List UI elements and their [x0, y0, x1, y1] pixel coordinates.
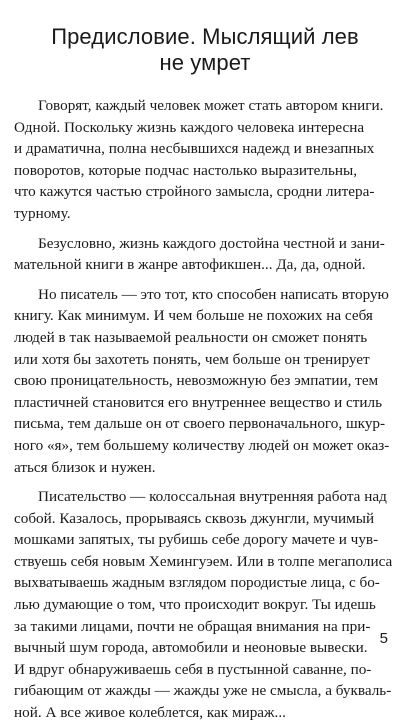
text-line: Но писатель — это тот, кто способен написать вторую [38, 285, 389, 303]
paragraph-gap [14, 478, 357, 486]
text-line: поворотов, которые подчас настолько выразительны, [14, 161, 357, 179]
body-text [14, 95, 393, 724]
text-line: Писательство — колоссальная внутренняя работа над [38, 488, 387, 506]
text-line: ной. А все живое колеблется, как мираж... [14, 704, 286, 722]
text-line: лью думающие о том, что происходит вокруг. Ты идешь [14, 596, 376, 614]
text-line: собой. Казалось, прорываясь сквозь джунгли, мучимый [14, 509, 375, 527]
text-line: книгу. Как минимум. И чем больше не похожих на себя [14, 307, 373, 325]
paragraph [14, 95, 384, 225]
paragraph [14, 284, 390, 478]
page-number: 5 [379, 630, 388, 647]
text-line: за такими лицами, почти не обращая внимания на при- [14, 617, 371, 635]
text-line: выхватываешь жадным взглядом породистые лица, с бо- [14, 574, 380, 592]
text-line: письма, тем дальше он от своего первоначального, шкур- [14, 415, 386, 433]
text-line: что кажутся частью стройного замысла, сродни литера- [14, 183, 375, 201]
text-line: аться близок и нужен. [14, 458, 156, 476]
text-line: И вдруг обнаруживаешь себя в пустынной саванне, по- [14, 660, 372, 678]
text-line: ного «я», тем большему количеству людей он может оказ- [14, 436, 390, 454]
text-line: вычный шум города, автомобили и неоновые вывески. [14, 639, 368, 657]
paragraph [14, 486, 393, 724]
chapter-heading-line-2: не умрет [159, 50, 251, 75]
text-line: свою проницательность, невозможную без эмпатии, тем [14, 372, 379, 390]
text-line: или хотя бы захотеть понять, чем больше он тренирует [14, 350, 370, 368]
text-line: пластичней становится его внутреннее вещество и стиль [14, 393, 383, 411]
paragraph-gap [14, 225, 357, 233]
paragraph-gap [14, 276, 357, 284]
chapter-heading [0, 24, 410, 76]
text-line: мательной книги в жанре автофикшен... Да, да, одной. [14, 256, 366, 274]
text-line: Говорят, каждый человек может стать автором книги. [38, 97, 384, 114]
paragraph [14, 233, 385, 276]
text-line: людей в так называемой реальности он сможет понять [14, 328, 368, 346]
text-line: турному. [14, 204, 71, 222]
text-line: и драматична, полна несбывшихся надежд и внезапных [14, 140, 375, 158]
text-line: гибающим от жажды — жажды уже не смысла, а букваль- [14, 682, 392, 700]
text-line: ствуешь себя новым Хемингуэем. Или в толпе мегаполиса [14, 552, 393, 570]
chapter-heading-line-1: Предисловие. Мыслящий лев [51, 24, 359, 49]
text-line: мошками запятых, ты рубишь себе дорогу мачете и чув- [14, 531, 379, 549]
text-line: Безусловно, жизнь каждого достойна честной и зани- [38, 234, 385, 252]
text-line: Одной. Поскольку жизнь каждого человека интересна [14, 118, 365, 136]
